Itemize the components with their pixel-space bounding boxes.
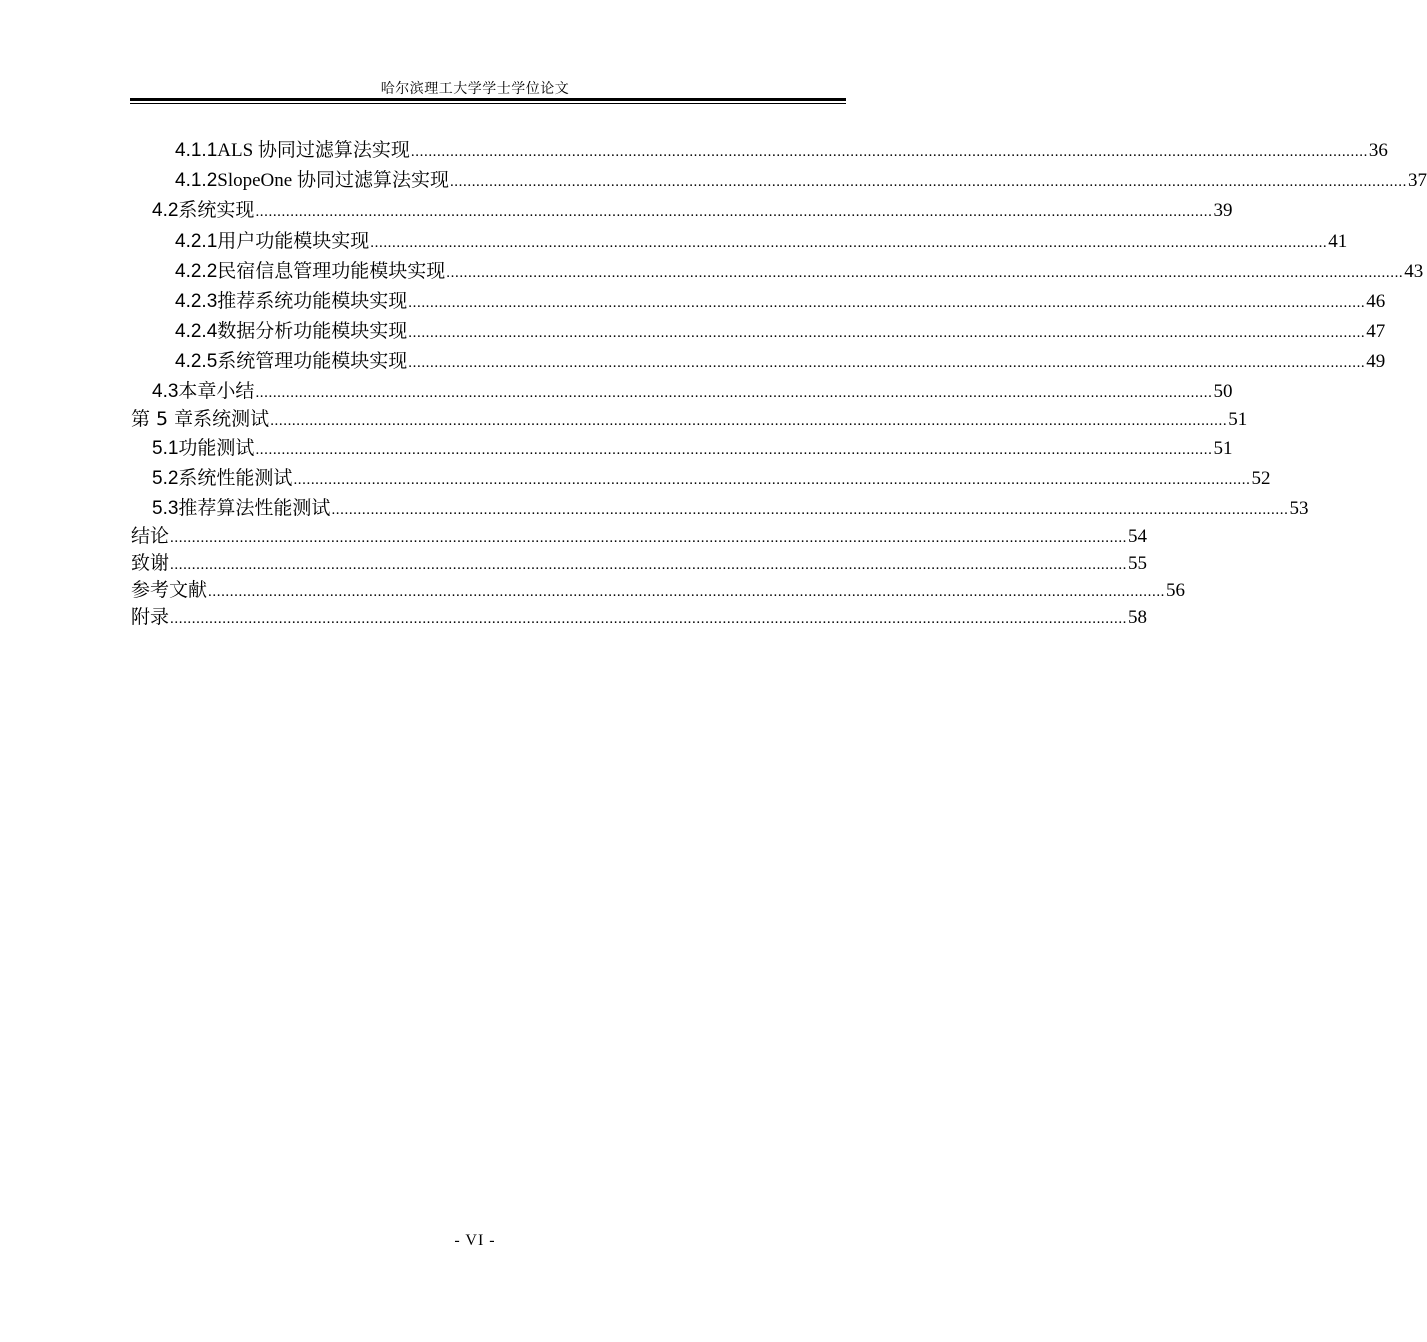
page-number: - VI -	[454, 1232, 496, 1249]
toc-entry-title: 系统测试	[193, 408, 270, 430]
toc-entry-leader: ............................................................................................................................................................................................................................	[331, 502, 1289, 518]
toc-entry	[152, 195, 1233, 221]
toc-entry-title: 用户功能模块实现	[217, 231, 370, 252]
toc-entry-page: 41	[1328, 231, 1348, 252]
toc-entry-page: 51	[1228, 409, 1248, 430]
toc-entry-leader: ............................................................................................................................................................................................................................	[408, 325, 1366, 341]
toc-entry-page: 36	[1368, 140, 1388, 161]
toc-entry-leader: ............................................................................................................................................................................................................................	[170, 557, 1128, 573]
toc-entry-leader: ............................................................................................................................................................................................................................	[255, 442, 1213, 458]
toc-entry-leader: ............................................................................................................................................................................................................................	[170, 530, 1128, 546]
toc-entry-title: ALS 协同过滤算法实现	[217, 140, 410, 161]
toc-entry-page: 56	[1166, 580, 1186, 601]
toc-entry	[175, 165, 1427, 191]
toc-entry-title: 推荐算法性能测试	[178, 498, 331, 519]
toc-entry	[152, 376, 1233, 402]
toc-entry-title: 民宿信息管理功能模块实现	[217, 261, 446, 282]
toc-entry-leader: ............................................................................................................................................................................................................................	[293, 472, 1251, 488]
toc-entry	[131, 602, 1148, 628]
toc-entry-title: 致谢	[131, 552, 170, 574]
toc-entry-page: 43	[1404, 261, 1424, 282]
toc-entry	[175, 256, 1424, 282]
toc-entry-page: 51	[1213, 438, 1233, 459]
toc-entry-title: 推荐系统功能模块实现	[217, 291, 408, 312]
toc-entry-number: 4.2.1	[175, 231, 218, 252]
toc-entry-number: 4.1.1	[175, 140, 218, 161]
toc-entry-title: 系统实现	[178, 200, 255, 221]
toc-entry-leader: ............................................................................................................................................................................................................................	[449, 174, 1407, 190]
toc-entry-title: 功能测试	[178, 438, 255, 459]
running-header: 哈尔滨理工大学学士学位论文	[380, 82, 570, 97]
toc-entry-number: 4.1.2	[175, 170, 218, 191]
toc-entry	[152, 493, 1309, 519]
toc-entry-number: 4.2	[152, 200, 179, 221]
toc-entry	[131, 575, 1186, 601]
toc-entry	[131, 521, 1148, 547]
toc-entry	[131, 404, 1248, 430]
toc-entry-leader: ............................................................................................................................................................................................................................	[170, 611, 1128, 627]
toc-entry	[175, 286, 1386, 312]
toc-entry-leader: ............................................................................................................................................................................................................................	[255, 204, 1213, 220]
toc-entry	[152, 433, 1233, 459]
toc-entry-page: 54	[1128, 526, 1148, 547]
toc-entry-title: 系统性能测试	[178, 468, 293, 489]
toc-entry	[131, 548, 1148, 574]
toc-entry-page: 50	[1213, 381, 1233, 402]
toc-entry-number: 4.2.4	[175, 321, 218, 342]
toc-entry-number: 第 5 章	[131, 408, 194, 430]
toc-entry-leader: ............................................................................................................................................................................................................................	[408, 295, 1366, 311]
toc-entry-page: 39	[1213, 200, 1233, 221]
toc-entry-leader: ............................................................................................................................................................................................................................	[270, 413, 1228, 429]
toc-entry-title: 附录	[131, 606, 170, 628]
toc-entry-number: 5.2	[152, 468, 179, 489]
toc-entry-page: 46	[1366, 291, 1386, 312]
toc-entry-title: 系统管理功能模块实现	[217, 351, 408, 372]
toc-entry	[175, 316, 1386, 342]
toc-entry	[175, 346, 1386, 372]
toc-entry-number: 4.3	[152, 381, 179, 402]
toc-entry	[175, 135, 1388, 161]
toc-entry-page: 55	[1128, 553, 1148, 574]
toc-entry-number: 4.2.5	[175, 351, 218, 372]
toc-entry-page: 53	[1289, 498, 1309, 519]
toc-entry-title: 参考文献	[131, 579, 208, 601]
toc-entry	[152, 463, 1271, 489]
toc-entry-page: 47	[1366, 321, 1386, 342]
toc-entry	[175, 226, 1348, 252]
toc-entry-page: 52	[1251, 468, 1271, 489]
toc-entry-leader: ............................................................................................................................................................................................................................	[208, 584, 1166, 600]
toc-entry-leader: ............................................................................................................................................................................................................................	[410, 144, 1368, 160]
toc-entry-number: 5.1	[152, 438, 179, 459]
toc-entry-number: 4.2.2	[175, 261, 218, 282]
toc-entry-title: 本章小结	[178, 381, 255, 402]
toc-entry-leader: ............................................................................................................................................................................................................................	[370, 235, 1328, 251]
toc-entry-number: 5.3	[152, 498, 179, 519]
toc-entry-leader: ............................................................................................................................................................................................................................	[408, 355, 1366, 371]
toc-entry-title: 结论	[131, 525, 170, 547]
toc-entry-leader: ............................................................................................................................................................................................................................	[255, 385, 1213, 401]
toc-entry-title: 数据分析功能模块实现	[217, 321, 408, 342]
toc-entry-leader: ............................................................................................................................................................................................................................	[446, 265, 1404, 281]
toc-entry-title: SlopeOne 协同过滤算法实现	[217, 170, 449, 191]
toc-entry-page: 37	[1407, 170, 1427, 191]
toc-entry-page: 49	[1366, 351, 1386, 372]
toc-entry-page: 58	[1128, 607, 1148, 628]
toc-entry-number: 4.2.3	[175, 291, 218, 312]
